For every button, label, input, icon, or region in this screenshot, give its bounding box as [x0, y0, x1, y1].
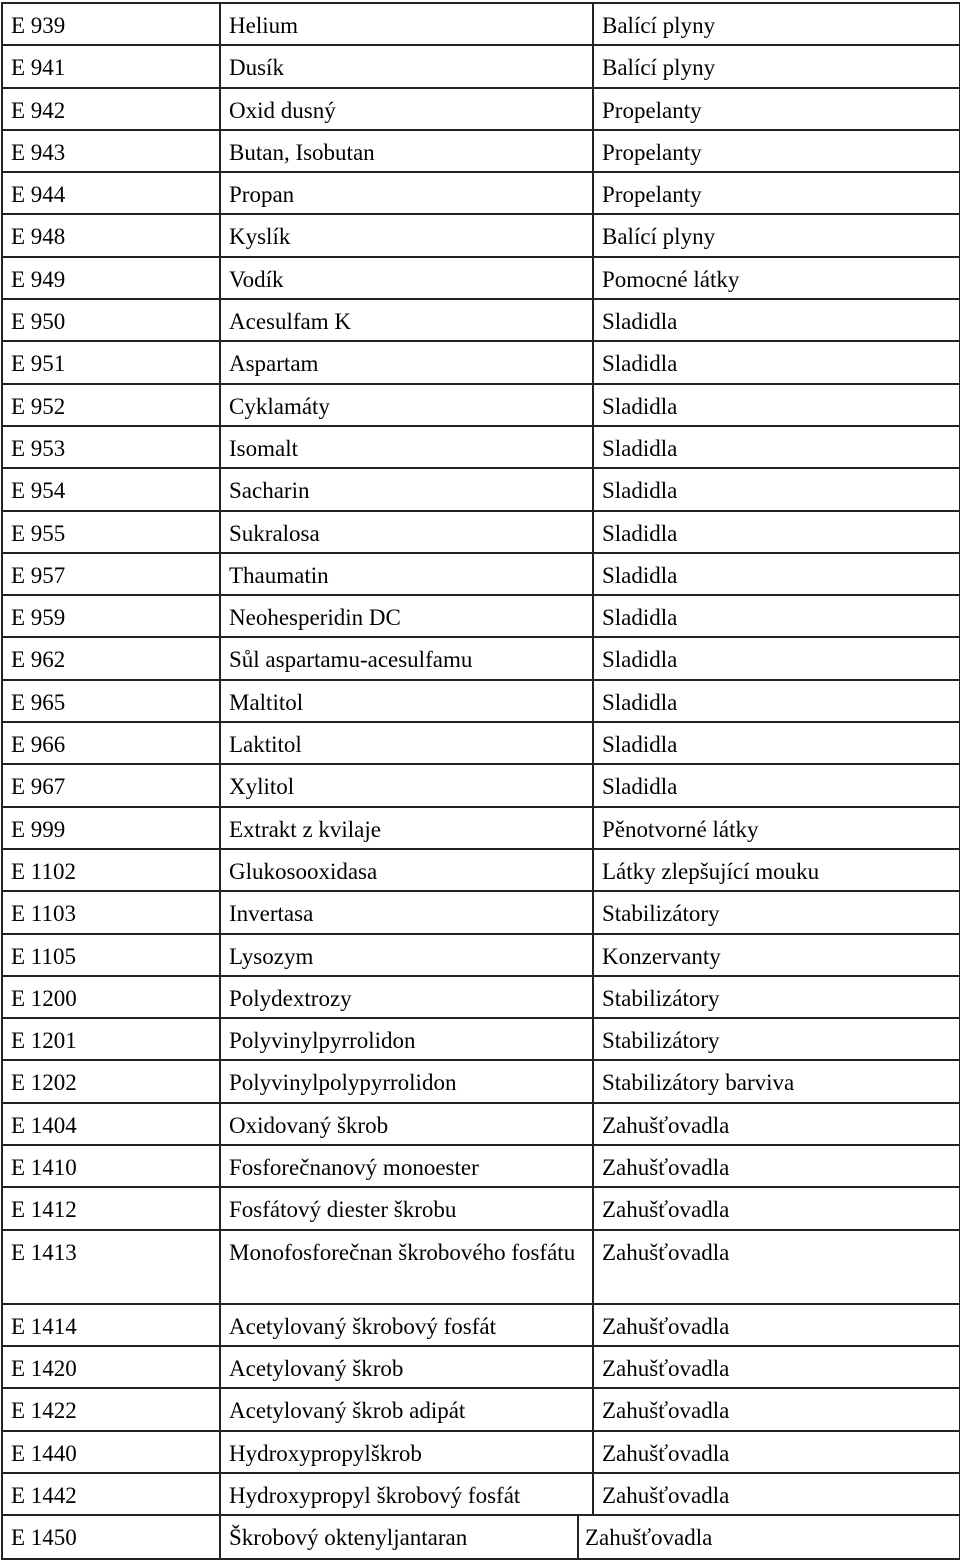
- e-number-cell: E 1413: [2, 1230, 220, 1304]
- category-cell: Zahušťovadla: [593, 1304, 960, 1346]
- table-row: [2, 595, 960, 637]
- substance-name-cell: Fosfátový diester škrobu: [220, 1187, 593, 1229]
- e-number-cell: E 949: [2, 257, 220, 299]
- category-cell: Stabilizátory: [593, 891, 960, 933]
- e-number-cell: E 943: [2, 130, 220, 172]
- category-cell: Látky zlepšující mouku: [593, 849, 960, 891]
- table-row: [2, 468, 960, 510]
- table-row: [2, 172, 960, 214]
- substance-name-cell: Sukralosa: [220, 511, 593, 553]
- table-row: [2, 722, 960, 764]
- table-row: [2, 1018, 960, 1060]
- substance-name-cell: Acetylovaný škrobový fosfát: [220, 1304, 593, 1346]
- e-number-cell: E 1414: [2, 1304, 220, 1346]
- substance-name-cell: Acetylovaný škrob adipát: [220, 1388, 593, 1430]
- table-row: [2, 891, 960, 933]
- e-number-cell: E 1440: [2, 1431, 220, 1473]
- e-number-cell: E 959: [2, 595, 220, 637]
- category-cell: Zahušťovadla: [593, 1145, 960, 1187]
- category-cell: Sladidla: [593, 341, 960, 383]
- category-cell: Sladidla: [593, 680, 960, 722]
- substance-name-cell: Hydroxypropylškrob: [220, 1431, 593, 1473]
- substance-name-cell: Laktitol: [220, 722, 593, 764]
- table-row: [2, 1388, 960, 1430]
- category-cell: Sladidla: [593, 764, 960, 806]
- e-number-cell: E 999: [2, 807, 220, 849]
- e-number-cell: E 950: [2, 299, 220, 341]
- e-number-cell: E 1202: [2, 1060, 220, 1102]
- table-row: [2, 130, 960, 172]
- table-row: [2, 214, 960, 256]
- e-number-cell: E 1105: [2, 934, 220, 976]
- category-cell: Stabilizátory: [593, 976, 960, 1018]
- e-number-cell: E 951: [2, 341, 220, 383]
- substance-name-cell: Acetylovaný škrob: [220, 1346, 593, 1388]
- table-row: [2, 680, 960, 722]
- table-row: [2, 1230, 960, 1304]
- e-number-cell: E 942: [2, 88, 220, 130]
- substance-name-cell: Fosforečnanový monoester: [220, 1145, 593, 1187]
- substance-name-cell: Thaumatin: [220, 553, 593, 595]
- substance-name-cell: Propan: [220, 172, 593, 214]
- substance-name-cell: Sacharin: [220, 468, 593, 510]
- e-number-cell: E 965: [2, 680, 220, 722]
- table-row: [2, 1431, 960, 1473]
- additives-table: [1, 2, 960, 1516]
- additives-table-last-row: [1, 1514, 960, 1560]
- additives-table-body: [2, 3, 960, 1515]
- e-number-cell: E 1422: [2, 1388, 220, 1430]
- e-number-cell: E 944: [2, 172, 220, 214]
- category-cell: Zahušťovadla: [593, 1388, 960, 1430]
- category-cell: Zahušťovadla: [593, 1187, 960, 1229]
- category-cell: Sladidla: [593, 299, 960, 341]
- category-cell: Balící plyny: [593, 45, 960, 87]
- substance-name-cell: Oxid dusný: [220, 88, 593, 130]
- category-cell: Pěnotvorné látky: [593, 807, 960, 849]
- substance-name-cell: Dusík: [220, 45, 593, 87]
- e-number-cell: E 957: [2, 553, 220, 595]
- e-number-cell: E 954: [2, 468, 220, 510]
- category-cell: Sladidla: [593, 595, 960, 637]
- table-row: [2, 299, 960, 341]
- substance-name-cell: Aspartam: [220, 341, 593, 383]
- substance-name-cell: Glukosooxidasa: [220, 849, 593, 891]
- substance-name-cell: Vodík: [220, 257, 593, 299]
- e-number-cell: E 1200: [2, 976, 220, 1018]
- substance-name-cell: Cyklamáty: [220, 384, 593, 426]
- substance-name-cell: Maltitol: [220, 680, 593, 722]
- e-number-cell: E 966: [2, 722, 220, 764]
- table-row: [2, 849, 960, 891]
- substance-name-cell: Monofosforečnan škrobového fosfátu: [220, 1230, 593, 1304]
- category-cell: Sladidla: [593, 468, 960, 510]
- table-row: [2, 1187, 960, 1229]
- substance-name-cell: Helium: [220, 3, 593, 45]
- category-cell: Sladidla: [593, 637, 960, 679]
- category-cell: Balící plyny: [593, 214, 960, 256]
- substance-name-cell: Butan, Isobutan: [220, 130, 593, 172]
- table-row: [2, 3, 960, 45]
- category-cell: Propelanty: [593, 88, 960, 130]
- category-cell: Zahušťovadla: [593, 1346, 960, 1388]
- e-number-cell: E 962: [2, 637, 220, 679]
- substance-name-cell: Polyvinylpolypyrrolidon: [220, 1060, 593, 1102]
- table-row: [2, 1103, 960, 1145]
- substance-name-cell: Invertasa: [220, 891, 593, 933]
- e-number-cell: E 967: [2, 764, 220, 806]
- category-cell: Zahušťovadla: [593, 1431, 960, 1473]
- table-row: [2, 976, 960, 1018]
- e-number-cell: E 1201: [2, 1018, 220, 1060]
- category-cell: Konzervanty: [593, 934, 960, 976]
- table-row: [2, 257, 960, 299]
- substance-name-cell: Oxidovaný škrob: [220, 1103, 593, 1145]
- category-cell: Sladidla: [593, 426, 960, 468]
- e-number-cell: E 1442: [2, 1473, 220, 1515]
- category-cell: Zahušťovadla: [593, 1103, 960, 1145]
- substance-name-cell: Kyslík: [220, 214, 593, 256]
- substance-name-cell: Hydroxypropyl škrobový fosfát: [220, 1473, 593, 1515]
- table-row: [2, 426, 960, 468]
- e-number-cell: E 939: [2, 3, 220, 45]
- e-number-cell: E 953: [2, 426, 220, 468]
- category-cell: Propelanty: [593, 130, 960, 172]
- table-row: [2, 934, 960, 976]
- substance-name-cell: Škrobový oktenyljantaran: [220, 1515, 578, 1559]
- e-number-cell: E 948: [2, 214, 220, 256]
- table-row: [2, 1515, 960, 1559]
- table-row: [2, 88, 960, 130]
- table-row: [2, 1304, 960, 1346]
- substance-name-cell: Polyvinylpyrrolidon: [220, 1018, 593, 1060]
- category-cell: Stabilizátory: [593, 1018, 960, 1060]
- substance-name-cell: Neohesperidin DC: [220, 595, 593, 637]
- e-number-cell: E 1412: [2, 1187, 220, 1229]
- substance-name-cell: Acesulfam K: [220, 299, 593, 341]
- e-number-cell: E 1404: [2, 1103, 220, 1145]
- substance-name-cell: Polydextrozy: [220, 976, 593, 1018]
- e-number-cell: E 1102: [2, 849, 220, 891]
- table-row: [2, 45, 960, 87]
- table-row: [2, 764, 960, 806]
- e-number-cell: E 1410: [2, 1145, 220, 1187]
- table-row: [2, 511, 960, 553]
- table-row: [2, 553, 960, 595]
- table-row: [2, 637, 960, 679]
- table-row: [2, 341, 960, 383]
- category-cell: Zahušťovadla: [593, 1473, 960, 1515]
- e-number-cell: E 1450: [2, 1515, 220, 1559]
- category-cell: Sladidla: [593, 384, 960, 426]
- e-number-cell: E 941: [2, 45, 220, 87]
- table-row: [2, 1473, 960, 1515]
- category-cell: Stabilizátory barviva: [593, 1060, 960, 1102]
- category-cell: Zahušťovadla: [578, 1515, 960, 1559]
- table-row: [2, 384, 960, 426]
- table-row: [2, 1145, 960, 1187]
- e-number-cell: E 1420: [2, 1346, 220, 1388]
- category-cell: Sladidla: [593, 511, 960, 553]
- table-row: [2, 807, 960, 849]
- e-number-cell: E 955: [2, 511, 220, 553]
- substance-name-cell: Lysozym: [220, 934, 593, 976]
- substance-name-cell: Xylitol: [220, 764, 593, 806]
- category-cell: Sladidla: [593, 553, 960, 595]
- e-number-cell: E 1103: [2, 891, 220, 933]
- category-cell: Pomocné látky: [593, 257, 960, 299]
- table-row: [2, 1060, 960, 1102]
- category-cell: Balící plyny: [593, 3, 960, 45]
- substance-name-cell: Isomalt: [220, 426, 593, 468]
- substance-name-cell: Sůl aspartamu-acesulfamu: [220, 637, 593, 679]
- substance-name-cell: Extrakt z kvilaje: [220, 807, 593, 849]
- table-row: [2, 1346, 960, 1388]
- category-cell: Propelanty: [593, 172, 960, 214]
- e-number-cell: E 952: [2, 384, 220, 426]
- category-cell: Sladidla: [593, 722, 960, 764]
- category-cell: Zahušťovadla: [593, 1230, 960, 1304]
